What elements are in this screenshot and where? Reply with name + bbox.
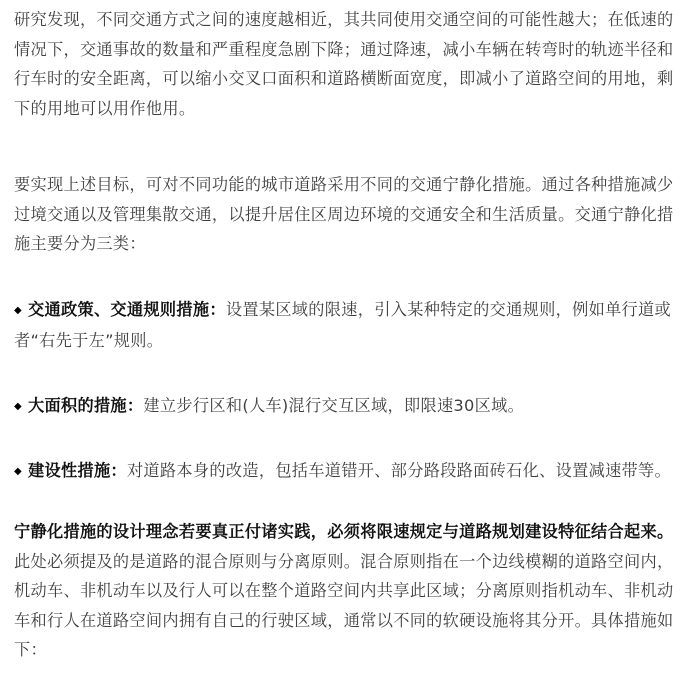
bullet-item-construction xyxy=(14,456,678,487)
bullet-title: 建设性措施： xyxy=(28,461,127,480)
diamond-bullet-icon: ◆ xyxy=(14,401,22,412)
bullet-text: 对道路本身的改造，包括车道错开、部分路段路面砖石化、设置减速带等。 xyxy=(126,461,672,480)
paragraph-research-findings: 研究发现，不同交通方式之间的速度越相近，其共同使用交通空间的可能性越大；在低速的情况下，交通事故的数量和严重程度急剧下降；通过降速，减小车辆在转弯时的轨迹半径和行车时的安全距离，可以缩小交叉口面积和道路横断面宽度，即减小了道路空间的用地，剩下的用地可以用作他用。 xyxy=(14,10,674,118)
paragraph-design-principles xyxy=(14,517,678,665)
paragraph-traffic-calming-intro: 要实现上述目标，可对不同功能的城市道路采用不同的交通宁静化措施。通过各种措施减少过境交通以及管理集散交通，以提升居住区周边环境的交通安全和生活质量。交通宁静化措施主要分为三类： xyxy=(14,175,674,253)
diamond-bullet-icon: ◆ xyxy=(14,466,22,477)
bullet-text: 建立步行区和(人车)混行交互区域，即限速30区域。 xyxy=(143,396,525,415)
bullet-item-large-area xyxy=(14,391,678,422)
bullet-title: 交通政策、交通规则措施： xyxy=(28,300,226,319)
bullet-title: 大面积的措施： xyxy=(28,396,144,415)
bullet-text: 设置某区域的限速，引入某种特定的交通规则，例如单行道或者“右先于左”规则。 xyxy=(14,300,672,350)
paragraph-body-text: 此处必须提及的是道路的混合原则与分离原则。混合原则指在一个边线模糊的道路空间内，机动车、非机动车以及行人可以在整个道路空间内共享此区域；分离原则指机动车、非机动车和行人在道路空间内拥有自己的行驶区域，通常以不同的软硬设施将其分开。具体措施如下： xyxy=(14,551,674,659)
bullet-item-policy xyxy=(14,295,678,355)
diamond-bullet-icon: ◆ xyxy=(14,305,22,316)
paragraph-lead-sentence: 宁静化措施的设计理念若要真正付诸实践，必须将限速规定与道路规划建设特征结合起来。 xyxy=(14,522,674,541)
